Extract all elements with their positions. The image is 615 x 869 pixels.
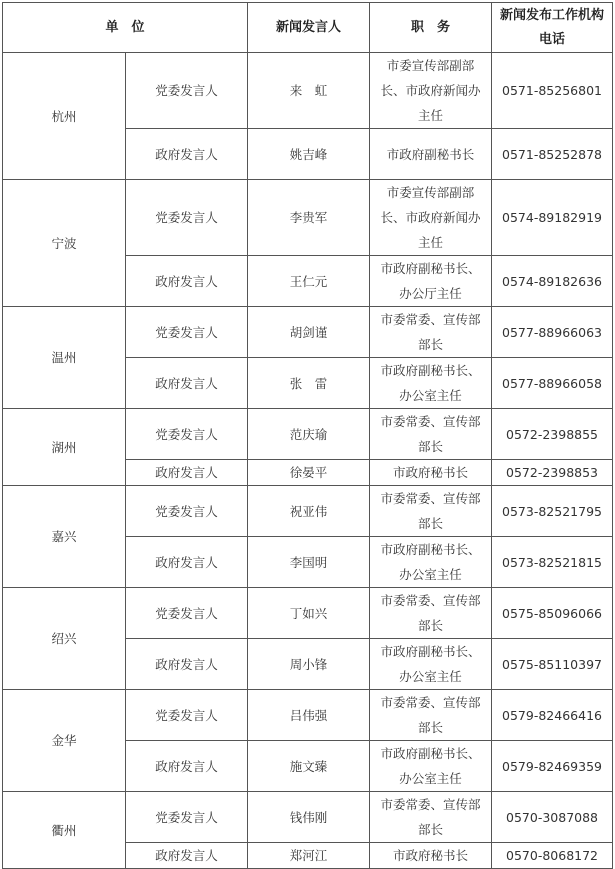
position-cell: 市委常委、宣传部部长 <box>370 409 492 460</box>
table-row <box>3 690 613 741</box>
header-phone: 新闻发布工作机构电话 <box>492 3 613 53</box>
city-cell: 湖州 <box>3 409 126 486</box>
spokesperson-name: 来 虹 <box>248 53 370 129</box>
phone-cell: 0572-2398855 <box>492 409 613 460</box>
position-cell: 市政府秘书长 <box>370 843 492 869</box>
phone-cell: 0571-85252878 <box>492 129 613 180</box>
spokesperson-name: 李国明 <box>248 537 370 588</box>
table-row <box>3 180 613 256</box>
header-position: 职 务 <box>370 3 492 53</box>
spokesperson-name: 钱伟刚 <box>248 792 370 843</box>
spokesperson-name: 祝亚伟 <box>248 486 370 537</box>
position-cell: 市政府副秘书长、办公室主任 <box>370 537 492 588</box>
phone-cell: 0570-8068172 <box>492 843 613 869</box>
phone-cell: 0573-82521815 <box>492 537 613 588</box>
city-cell: 绍兴 <box>3 588 126 690</box>
spokesperson-type: 政府发言人 <box>126 256 248 307</box>
table-row <box>3 792 613 843</box>
spokesperson-type: 政府发言人 <box>126 358 248 409</box>
phone-cell: 0570-3087088 <box>492 792 613 843</box>
spokesperson-name: 徐晏平 <box>248 460 370 486</box>
phone-cell: 0574-89182636 <box>492 256 613 307</box>
city-cell: 宁波 <box>3 180 126 307</box>
spokesperson-name: 张 雷 <box>248 358 370 409</box>
phone-cell: 0571-85256801 <box>492 53 613 129</box>
city-cell: 嘉兴 <box>3 486 126 588</box>
spokesperson-name: 郑河江 <box>248 843 370 869</box>
position-cell: 市政府副秘书长、办公室主任 <box>370 358 492 409</box>
table-row <box>3 307 613 358</box>
spokesperson-name: 吕伟强 <box>248 690 370 741</box>
spokesperson-name: 范庆瑜 <box>248 409 370 460</box>
phone-cell: 0577-88966063 <box>492 307 613 358</box>
phone-cell: 0577-88966058 <box>492 358 613 409</box>
spokesperson-type: 党委发言人 <box>126 180 248 256</box>
spokesperson-type: 党委发言人 <box>126 792 248 843</box>
spokesperson-type: 党委发言人 <box>126 690 248 741</box>
city-cell: 杭州 <box>3 53 126 180</box>
header-spokesperson: 新闻发言人 <box>248 3 370 53</box>
spokesperson-name: 丁如兴 <box>248 588 370 639</box>
spokesperson-type: 政府发言人 <box>126 129 248 180</box>
spokesperson-name: 李贵军 <box>248 180 370 256</box>
spokesperson-type: 政府发言人 <box>126 639 248 690</box>
spokesperson-name: 周小锋 <box>248 639 370 690</box>
phone-cell: 0574-89182919 <box>492 180 613 256</box>
spokesperson-name: 王仁元 <box>248 256 370 307</box>
spokesperson-type: 政府发言人 <box>126 843 248 869</box>
spokesperson-name: 姚吉峰 <box>248 129 370 180</box>
position-cell: 市委常委、宣传部部长 <box>370 690 492 741</box>
position-cell: 市委宣传部副部长、市政府新闻办主任 <box>370 53 492 129</box>
spokesperson-type: 政府发言人 <box>126 741 248 792</box>
phone-cell: 0575-85096066 <box>492 588 613 639</box>
position-cell: 市委宣传部副部长、市政府新闻办主任 <box>370 180 492 256</box>
phone-cell: 0573-82521795 <box>492 486 613 537</box>
position-cell: 市委常委、宣传部部长 <box>370 486 492 537</box>
spokesperson-type: 党委发言人 <box>126 409 248 460</box>
position-cell: 市政府副秘书长、办公厅主任 <box>370 256 492 307</box>
position-cell: 市政府副秘书长 <box>370 129 492 180</box>
spokesperson-type: 党委发言人 <box>126 486 248 537</box>
spokesperson-type: 党委发言人 <box>126 307 248 358</box>
city-cell: 温州 <box>3 307 126 409</box>
position-cell: 市政府副秘书长、办公室主任 <box>370 741 492 792</box>
city-cell: 金华 <box>3 690 126 792</box>
header-row <box>3 3 613 53</box>
header-unit: 单 位 <box>3 3 248 53</box>
spokesperson-type: 党委发言人 <box>126 53 248 129</box>
position-cell: 市委常委、宣传部部长 <box>370 588 492 639</box>
table-row <box>3 486 613 537</box>
spokesperson-type: 党委发言人 <box>126 588 248 639</box>
spokesperson-name: 施文臻 <box>248 741 370 792</box>
phone-cell: 0572-2398853 <box>492 460 613 486</box>
spokesperson-name: 胡剑谨 <box>248 307 370 358</box>
position-cell: 市政府副秘书长、办公室主任 <box>370 639 492 690</box>
spokesperson-type: 政府发言人 <box>126 460 248 486</box>
position-cell: 市委常委、宣传部部长 <box>370 307 492 358</box>
phone-cell: 0579-82469359 <box>492 741 613 792</box>
position-cell: 市委常委、宣传部部长 <box>370 792 492 843</box>
position-cell: 市政府秘书长 <box>370 460 492 486</box>
city-cell: 衢州 <box>3 792 126 869</box>
table-row <box>3 53 613 129</box>
phone-cell: 0579-82466416 <box>492 690 613 741</box>
spokesperson-type: 政府发言人 <box>126 537 248 588</box>
spokesperson-table <box>2 2 613 869</box>
table-row <box>3 409 613 460</box>
table-row <box>3 588 613 639</box>
phone-cell: 0575-85110397 <box>492 639 613 690</box>
